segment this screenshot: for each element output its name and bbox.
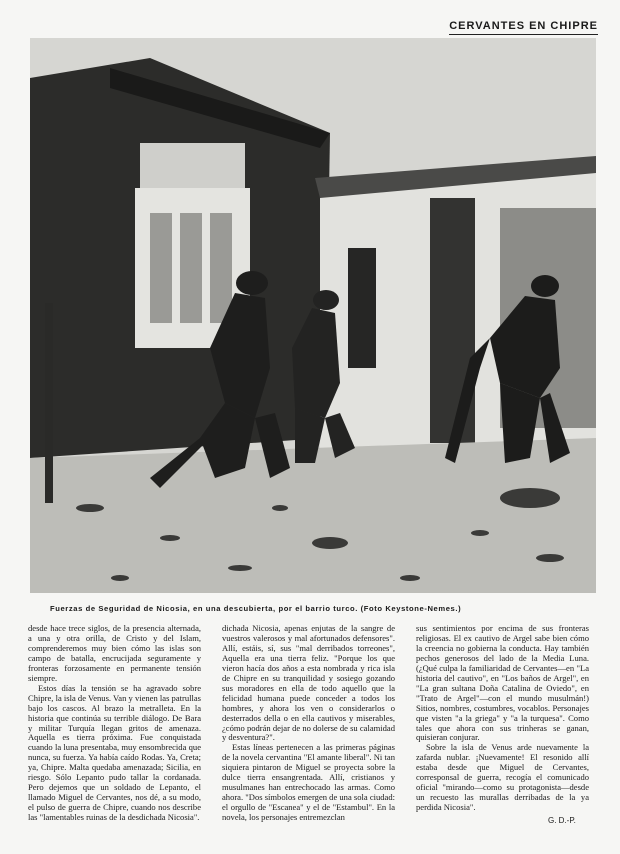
news-photo <box>30 38 596 593</box>
article-column-2 <box>222 624 395 832</box>
paragraph: Estas líneas pertenecen a las primeras páginas de la novela cervantina "El amante liberal". Ni tan siquiera pintaron de Miguel se proyecta sobre la dulce tierra ensangrentada. Allí, cristianos y musulmanes han entrechocado las armas. Como ahora. "Dos símbolos emergen de una sola ciudad: el orgullo de "Escanea" y el de "Estambul". En la novela, los personajes entremezclan <box>222 742 395 823</box>
paragraph: sus sentimientos por encima de sus fronteras religiosas. El ex cautivo de Argel sabe bien cómo la creencia no gobierna la conducta. Hay también pechos generosos del lado de la Media Luna. (¿Qué culpa la familiaridad de Cervantes—en "La historia del cautivo", en "Los baños de Argel", en "La gran sultana Doña Catalina de Oviedo", en "Trato de Argel"—con el mundo musulmán!) Sitios, nombres, costumbres, vocablos. Personajes que visten "a la griega" y "a la turquesa". Como tales que ahora con sus trinheras se ganan, quisieran conjurar. <box>416 624 589 743</box>
paragraph: desde hace trece siglos, de la presencia alternada, a una y otra orilla, de Cristo y del Islam, comprenderemos muy bien cómo las islas son campo de batalla, encrucijada seguramente y fronteras forzosamente en permanente tensión siempre. <box>28 624 201 683</box>
section-title: CERVANTES EN CHIPRE <box>449 20 598 35</box>
author-signature: G. D.-P. <box>548 816 576 825</box>
photo-caption: Fuerzas de Seguridad de Nicosia, en una descubierta, por el barrio turco. (Foto Keystone-Nemes.) <box>50 604 462 613</box>
photo-post <box>45 303 53 503</box>
paragraph: Sobre la isla de Venus arde nuevamente la zafarda nublar. ¡Nuevamente! El resonido allí estaba desde que Miguel de Cervantes, corresponsal de guerra, recogía el comunicado oficial "mirando—como su protagonista—desde un recuesto las murallas derribadas de la ya perdida Nicosia". <box>416 742 589 813</box>
article-column-1 <box>28 624 201 832</box>
article-column-3 <box>416 624 589 832</box>
paragraph: dichada Nicosia, apenas enjutas de la sangre de vuestros valerosos y mal afortunados defensores". Allí, estáis, sí, sus "mal derribados torreones", Aquella era una tierra feliz. "Porque los que vieron hacía dos años a esta nombrada y rica isla de Chipre en su tranquilidad y sosiego gozando sus moradores en ella de todo aquello que la felicidad humana puede conceder a todos los hombres, y ahora los ven o considerarlos o desterrados della o en ella cautivos y miserables, ¿cómo podrán dejar de no dolerse de su calamidad y desventura?". <box>222 624 395 743</box>
paragraph: Estos días la tensión se ha agravado sobre Chipre, la isla de Venus. Van y vienen las patrullas bajo los cascos. Al brazo la metralleta. En la historia que continúa su terrible diálogo. De Bara y militar Turquía llegan gritos de amenaza. Aquella es tierra próxima. Fue conquistada cuando la luna presentaba, muy ensombrecida que nunca, su fuerza. Ya había caído Rodas. Ya, Creta; ya, Chipre. Malta quedaba amenazada; Sicilia, en riesgo. Sólo Lepanto pudo tallar la cordanada. Pero dejemos que un soldado de Lepanto, el llamado Miguel de Cervantes, nos dé, a su modo, el pulso de guerra de Chipre, cuando nos describe las "lamentables ruinas de la desdichada Nicosia". <box>28 682 201 823</box>
